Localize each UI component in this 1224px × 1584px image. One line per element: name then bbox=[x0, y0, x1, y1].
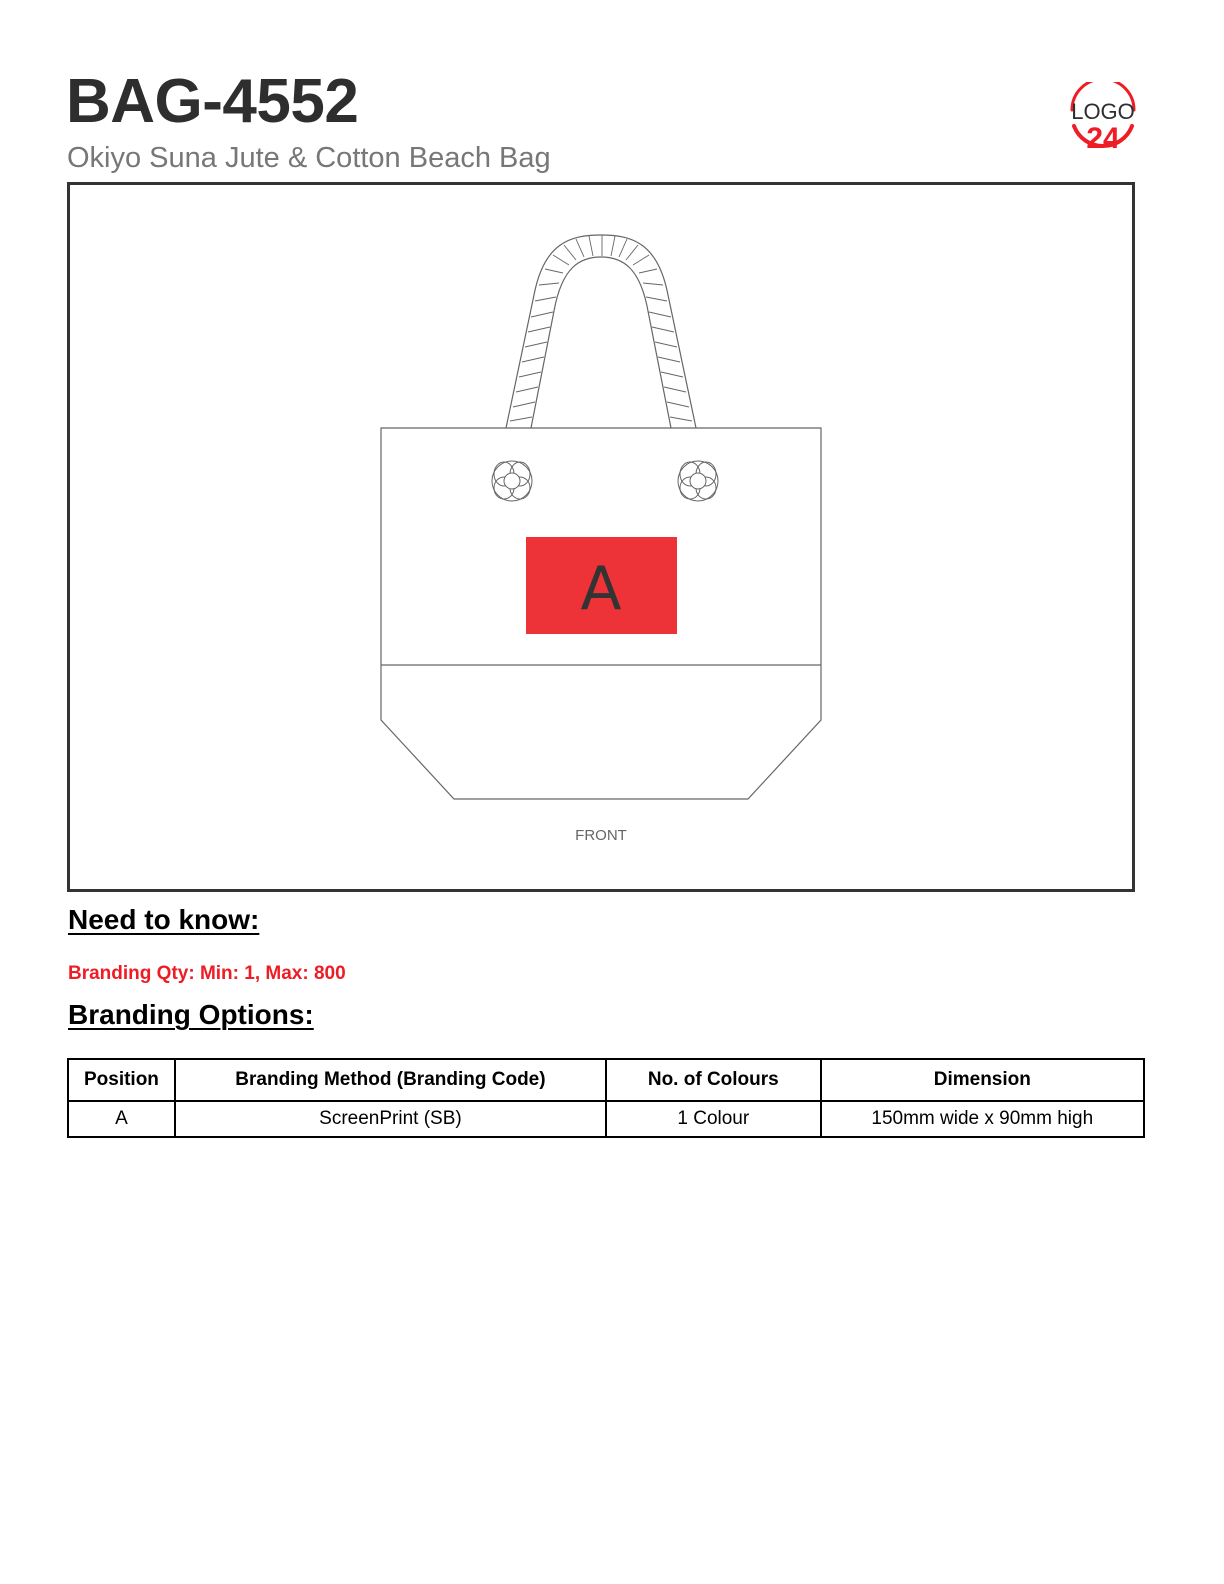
product-code: BAG-4552 bbox=[66, 67, 359, 136]
branding-qty: Branding Qty: Min: 1, Max: 800 bbox=[68, 963, 346, 984]
branding-area-label: A bbox=[580, 554, 622, 624]
rope-handle bbox=[506, 235, 696, 428]
product-drawing-frame bbox=[67, 182, 1135, 892]
view-label: FRONT bbox=[575, 827, 627, 844]
cell-position: A bbox=[68, 1101, 175, 1137]
need-to-know-heading: Need to know: bbox=[68, 904, 260, 935]
bag-line-drawing bbox=[70, 185, 1132, 889]
branding-options-table bbox=[67, 1058, 1145, 1138]
cell-method: ScreenPrint (SB) bbox=[175, 1101, 606, 1137]
column-header-colours: No. of Colours bbox=[606, 1059, 821, 1101]
table-row bbox=[68, 1101, 1144, 1137]
cell-colours: 1 Colour bbox=[606, 1101, 821, 1137]
column-header-dimension: Dimension bbox=[821, 1059, 1144, 1101]
product-name: Okiyo Suna Jute & Cotton Beach Bag bbox=[67, 142, 551, 174]
column-header-position: Position bbox=[68, 1059, 175, 1101]
logo-text-top: LOGO bbox=[1071, 99, 1135, 124]
logo-text-number: 24 bbox=[1086, 122, 1120, 155]
brand-logo bbox=[1062, 82, 1144, 164]
table-header-row bbox=[68, 1059, 1144, 1101]
column-header-method: Branding Method (Branding Code) bbox=[175, 1059, 606, 1101]
cell-dimension: 150mm wide x 90mm high bbox=[821, 1101, 1144, 1137]
branding-options-heading: Branding Options: bbox=[68, 999, 314, 1030]
